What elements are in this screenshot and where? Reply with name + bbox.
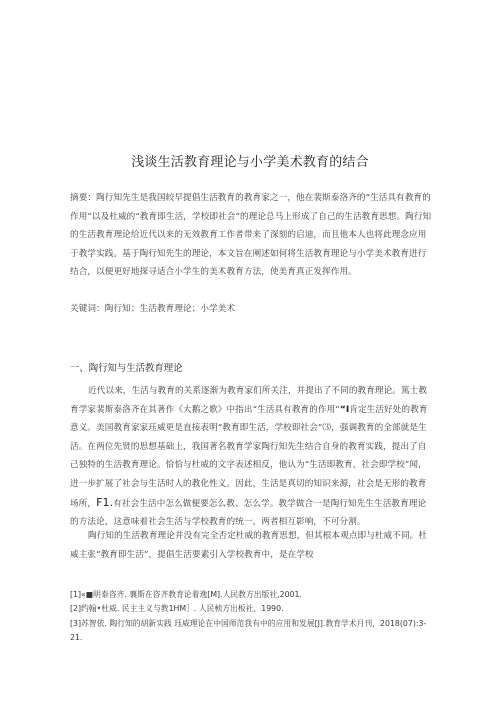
paragraph-2: 陶行知的生活教育理论并没有完全否定杜威的教育思想，但其根本观点即与杜威不同。杜威主张“教育即生活”，提倡生活要素引入学校教育中，是在学校 bbox=[70, 531, 428, 560]
inline-mark: F1. bbox=[96, 495, 114, 509]
references-list bbox=[70, 588, 432, 646]
reference-item: [3]苏智依. 陶行知的胡新实践 珏威理论在中国师范我有中的应用和发展[J].教育学术月刊，2018(07):3-21. bbox=[70, 618, 427, 643]
paragraph-1-part-3: 有社会生活中怎么做便要怎么教、怎么学。教学做合一是陶行知先生生活教育理论的方法论，这意味着社会生活与学校教育的统一，两者相互影响，不可分割。 bbox=[70, 498, 427, 528]
keywords: 关键词：陶行知；生活教育理论；小学美术 bbox=[70, 304, 236, 314]
reference-item: [1]«■明泰咨齐. 襄斯在咨齐教育论着逸[M].人民教方出版社,2001. bbox=[70, 590, 302, 599]
section-heading: 一、陶行知与生活教育理论 bbox=[70, 363, 183, 374]
footnote-mark: “I bbox=[339, 404, 350, 415]
reference-item: [2]约翰•杜威. 民主主义与教1HM］. 人民桢方出板社，1990. bbox=[70, 604, 284, 614]
page-title: 浅谈生活教育理论与小学美术教育的结合 bbox=[131, 155, 369, 170]
abstract: 摘要：陶行知先生是我国较早提倡生活教育的教育家之一，他在裴斯泰洛齐的“生活具有教育的作用”以及杜威的“教育即生活，学校即社会”的理论总马上形成了自己的生活教育思想。陶行知的生活教育理论给近代以来的无效教育工作者带来了深刻的启迪，而且他本人也将此理念应用于教学实践。基于陶行知先生的理论，本文旨在阐述如何将生活教育理论与小学美术教育进行结合，以便更好地探寻适合小学生的美术教育方法，使美育真正发挥作用。 bbox=[70, 193, 432, 278]
paragraph-1-part-2: 肯定生活好处的教育意义。美国教育家家珏威更是直接表明“教育即生活，学校即社会”⑶，强调教育的全部就是生活。在两位先贤的思想基础上，我国著名教育学家陶行知先生结合自身的教育实践，提出了自己独特的生活教育理论。恰恰与杜威的文字表述相反，他认为“生活即教育，社会即学校”闻，进一步扩展了社会与生活时人的教化性义。因此，生活是真切的知识来源，社会是无形的教育场所， bbox=[70, 404, 428, 509]
paragraph-1-part-1: 近代以来，生活与教育的关系逐渐为教育家们所关注，并提出了不同的教育理论。篤士教育学家裴斯泰洛齐在其著作《大鹅之歌》中指出“生活具有教育的作用” bbox=[70, 386, 428, 415]
paragraph-1 bbox=[70, 382, 432, 532]
